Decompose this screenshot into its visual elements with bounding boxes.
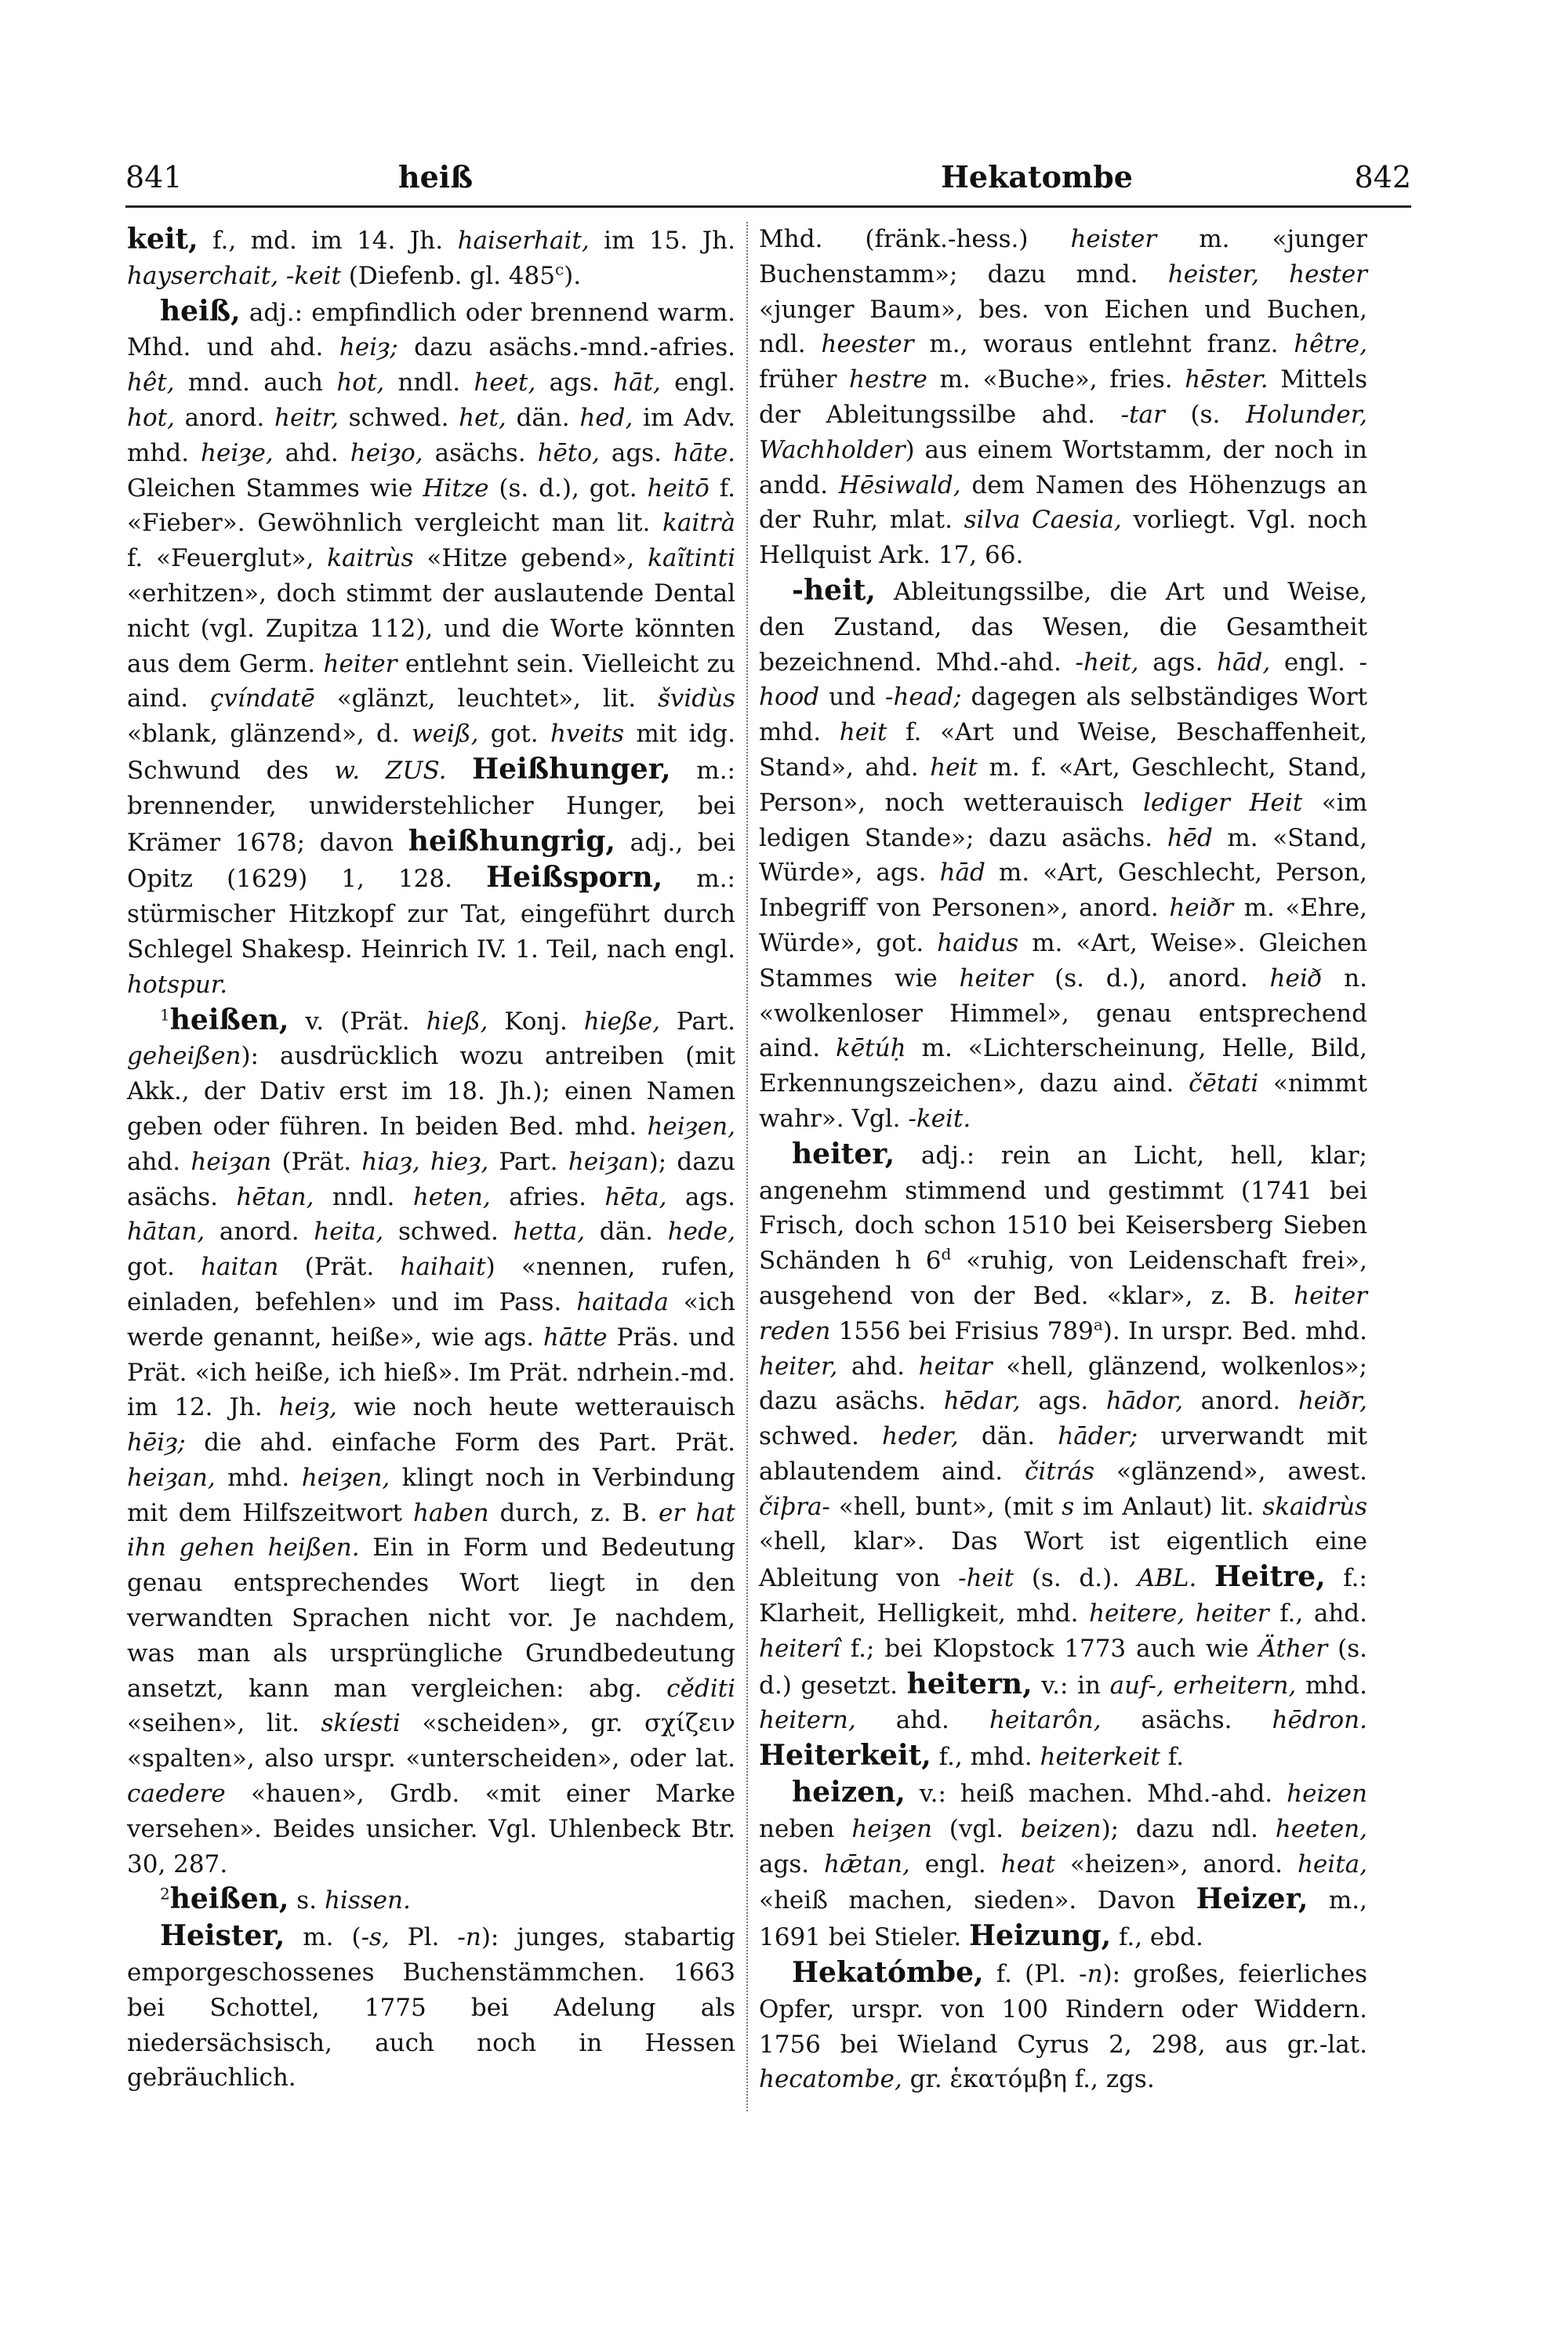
entry-heister-continuation: Mhd. (fränk.-hess.) heister m. «junger Buchenstamm»; dazu mnd. heister, hester «junger Baum», bes. von Eichen und Buchen, ndl. heester m., woraus entlehnt franz. hêtre, früher hestre m. «Buche», fries. hēster. Mittels der Ableitungssilbe ahd. -tar (s. Holunder, Wachholder) aus einem Wortstamm, der noch in andd. Hēsiwald, dem Namen des Höhenzugs an der Ruhr, mlat. silva Caesia, vorliegt. Vgl. noch Hellquist Ark. 17, 66. <box>759 225 1368 570</box>
page-number-right: 842 <box>1354 160 1411 194</box>
entry-heissen-2: $^2$heißen, s. hissen. <box>160 1882 411 1916</box>
entry-heister: Heister, m. (-s, Pl. -n): junges, stabartig emporgeschossenes Buchenstämmchen. 1663 bei Schottel, 1775 bei Adelung als niedersächsisch, auch noch in Hessen gebräuchlich. <box>127 1919 735 2092</box>
headword: heißhungrig, <box>408 824 615 858</box>
entry-keit-continuation: keit, f., md. im 14. Jh. haiserhait, im 15. Jh. hayserchait, -keit (Diefenb. gl. 485$^c$). <box>127 223 735 290</box>
header-rule <box>125 205 1411 208</box>
headword: heitern, <box>906 1667 1033 1700</box>
headword: Heiterkeit, <box>759 1739 931 1773</box>
headword: heiter, <box>792 1137 895 1171</box>
headword: Heister, <box>160 1919 285 1953</box>
running-headword-left: heiß <box>398 159 474 194</box>
entry-heiss: heiß, adj.: empfindlich oder brennend warm. Mhd. und ahd. heiȝ; dazu asächs.-mnd.-afries. hêt, mnd. auch hot, nndl. heet, ags. hāt, engl. hot, anord. heitr, schwed. het, dän. hed, im Adv. mhd. heiȝe, ahd. heiȝo, asächs. hēto, ags. hāte. Gleichen Stammes wie Hitze (s. d.), got. heitō f. «Fieber». Gewöhnlich vergleicht man lit. kaitrà f. «Feuerglut», kaitrùs «Hitze gebend», kaĩtinti «erhitzen», doch stimmt der auslautende Dental nicht (vgl. Zupitza 112), und die Worte könnten aus dem Germ. heiter entlehnt sein. Vielleicht zu aind. çvíndatē «glänzt, leuchtet», lit. švidùs «blank, glänzend», d. weiß, got. hveits mit idg. Schwund des w. ZUS. Heißhunger, m.: brennender, unwiderstehlicher Hunger, bei Krämer 1678; davon heißhungrig, adj., bei Opitz (1629) 1, 128. Heißsporn, m.: stürmischer Hitzkopf zur Tat, eingeführt durch Schlegel Shakesp. Heinrich IV. 1. Teil, nach engl. hotspur. <box>127 294 736 999</box>
headword: keit, <box>127 223 198 256</box>
headword: heizen, <box>792 1776 906 1809</box>
left-column <box>127 222 735 2096</box>
headword: -heit, <box>792 573 876 607</box>
column-divider <box>746 222 748 2111</box>
page-number-left: 841 <box>125 160 183 194</box>
headword: Heizung, <box>969 1919 1112 1953</box>
headword: heißen, <box>169 1882 289 1916</box>
entry-heissen-1: $^1$heißen, v. (Prät. hieß, Konj. hieße, Part. geheißen): ausdrücklich wozu antreiben (mit Akk., der Dativ erst im 18. Jh.); einen Namen geben oder führen. In beiden Bed. mhd. heiȝen, ahd. heiȝan (Prät. hiaȝ, hieȝ, Part. heiȝan); dazu asächs. hētan, nndl. heten, afries. hēta, ags. hātan, anord. heita, schwed. hetta, dän. hede, got. haitan (Prät. haihait) «nennen, rufen, einladen, befehlen» und im Pass. haitada «ich werde genannt, heiße», wie ags. hātte Präs. und Prät. «ich heiße, ich hieß». Im Prät. ndrhein.-md. im 12. Jh. heiȝ, wie noch heute wetterauisch hēiȝ; die ahd. einfache Form des Part. Prät. heiȝan, mhd. heiȝen, klingt noch in Verbindung mit dem Hilfszeitwort haben durch, z. B. er hat ihn gehen heißen. Ein in Form und Bedeutung genau entsprechendes Wort liegt in den verwandten Sprachen nicht vor. Je nachdem, was man als ursprüngliche Grundbedeutung ansetzt, kann man vergleichen: abg. cěditi «seihen», lit. skíesti «scheiden», gr. σχίζειν «spalten», also urspr. «unterscheiden», oder lat. caedere «hauen», Grdb. «mit einer Marke versehen». Beides unsicher. Vgl. Uhlenbeck Btr. 30, 287. <box>127 1003 736 1878</box>
headword: Hekatómbe, <box>792 1956 984 1990</box>
entry-heit: -heit, Ableitungssilbe, die Art und Weise, den Zustand, das Wesen, die Gesamtheit bezeichnend. Mhd.-ahd. -heit, ags. hād, engl. -hood und -head; dagegen als selbständiges Wort mhd. heit f. «Art und Weise, Beschaffenheit, Stand», ahd. heit m. f. «Art, Geschlecht, Stand, Person», noch wetterauisch lediger Heit «im ledigen Stande»; dazu asächs. hēd m. «Stand, Würde», ags. hād m. «Art, Geschlecht, Person, Inbegriff von Personen», anord. heiðr m. «Ehre, Würde», got. haidus m. «Art, Weise». Gleichen Stammes wie heiter (s. d.), anord. heið n. «wolkenloser Himmel», genau entsprechend aind. kētúḥ m. «Lichterscheinung, Helle, Bild, Erkennungszeichen», dazu aind. čētati «nimmt wahr». Vgl. -keit. <box>759 573 1368 1133</box>
headword: heiß, <box>160 294 241 328</box>
headword: Heißhunger, <box>472 752 671 786</box>
headword: Heitre, <box>1214 1560 1326 1594</box>
headword: Heißsporn, <box>486 861 663 895</box>
right-column <box>759 222 1367 2097</box>
entry-heiter: heiter, adj.: rein an Licht, hell, klar; angenehm stimmend und gestimmt (1741 bei Frisch, doch schon 1510 bei Keisersberg Sieben Schänden h 6$^d$ «ruhig, von Leidenschaft frei», ausgehend von der Bed. «klar», z. B. heiter reden 1556 bei Frisius 789$^a$). In urspr. Bed. mhd. heiter, ahd. heitar «hell, glänzend, wolkenlos»; dazu asächs. hēdar, ags. hādor, anord. heiðr, schwed. heder, dän. hāder; urverwandt mit ablautendem aind. čitrás «glänzend», awest. čiþra- «hell, bunt», (mit s im Anlaut) lit. skaidrùs «hell, klar». Das Wort ist eigentlich eine Ableitung von -heit (s. d.). ABL. Heitre, f.: Klarheit, Helligkeit, mhd. heitere, heiter f., ahd. heiterî f.; bei Klopstock 1773 auch wie Äther (s. d.) gesetzt. heitern, v.: in auf-, erheitern, mhd. heitern, ahd. heitarôn, asächs. hēdron. Heiterkeit, f., mhd. heiterkeit f. <box>759 1137 1368 1773</box>
running-header <box>125 157 1411 198</box>
running-headword-right: Hekatombe <box>941 159 1133 194</box>
headword: Heizer, <box>1196 1882 1308 1916</box>
entry-hekatombe: Hekatómbe, f. (Pl. -n): großes, feierliches Opfer, urspr. von 100 Rindern oder Widdern. 1756 bei Wieland Cyrus 2, 298, aus gr.-lat. hecatombe, gr. ἑκατόμβη f., zgs. <box>759 1956 1367 2094</box>
entry-heizen: heizen, v.: heiß machen. Mhd.-ahd. heizen neben heiȝen (vgl. beizen); dazu ndl. heeten, ags. hǣtan, engl. heat «heizen», anord. heita, «heiß machen, sieden». Davon Heizer, m., 1691 bei Stieler. Heizung, f., ebd. <box>759 1776 1367 1953</box>
headword: heißen, <box>169 1003 289 1036</box>
